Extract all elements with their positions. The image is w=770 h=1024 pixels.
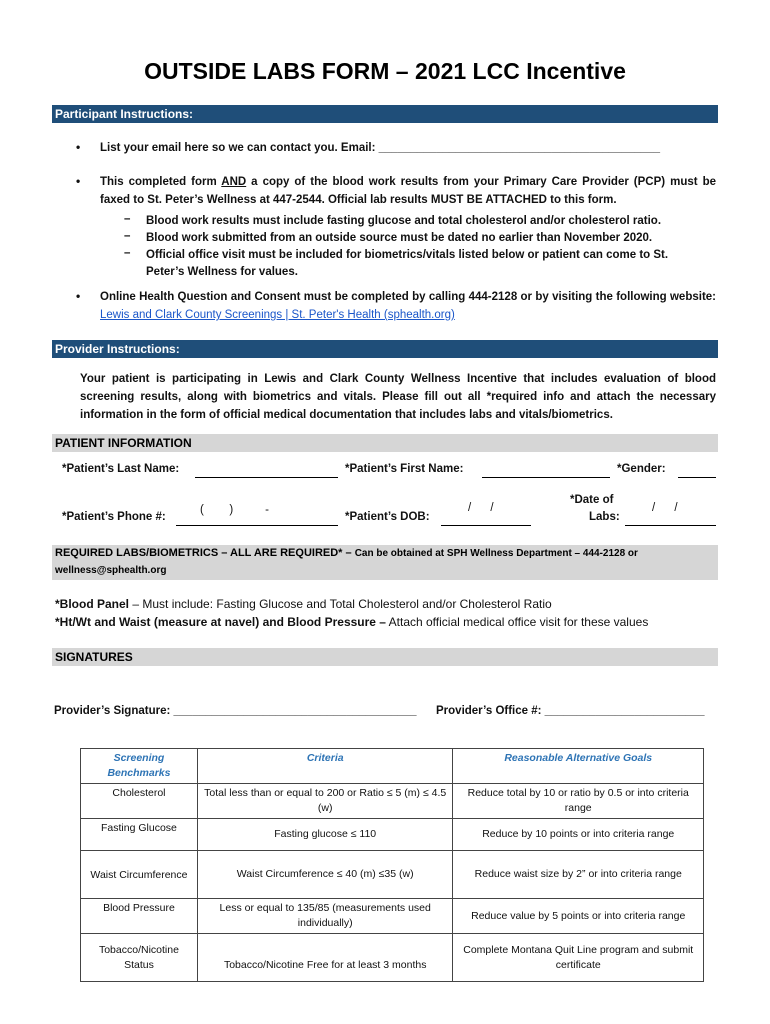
gender-field[interactable] <box>678 477 716 478</box>
goal-cell: Reduce by 10 points or into criteria range <box>453 819 704 851</box>
criteria-cell: Tobacco/Nicotine Free for at least 3 months <box>197 934 453 982</box>
blood-panel-requirement <box>55 596 720 613</box>
first-name-field[interactable] <box>482 477 610 478</box>
htwt-requirement <box>55 614 720 631</box>
dob-field[interactable] <box>441 525 531 526</box>
table-row <box>81 934 704 982</box>
goal-cell: Reduce value by 5 points or into criteria range <box>453 899 704 934</box>
online-consent-instruction <box>100 288 716 324</box>
phone-label: *Patient’s Phone #: <box>62 511 166 523</box>
dob-label: *Patient’s DOB: <box>345 511 430 523</box>
phone-mask: ( ) - <box>200 504 269 516</box>
required-labs-header <box>52 545 718 580</box>
goal-cell: Complete Montana Quit Line program and submit certificate <box>453 934 704 982</box>
fax-instruction-rest: a copy of the blood work results from your Primary Care Provider (PCP) must be faxed to St. Peter’s Wellness at 447-2544. Official lab results MUST BE ATTACHED to this form. <box>100 176 716 206</box>
table-row <box>81 851 704 899</box>
email-instruction[interactable]: List your email here so we can contact you. Email: ____________________________________________ <box>100 142 661 154</box>
goal-cell: Reduce waist size by 2” or into criteria range <box>453 851 704 899</box>
provider-signature-field[interactable]: Provider’s Signature: ______________________________________ <box>54 705 417 717</box>
goal-cell: Reduce total by 10 or ratio by 0.5 or into criteria range <box>453 784 704 819</box>
provider-instructions-header: Provider Instructions: <box>52 340 718 358</box>
blood-panel-label: *Blood Panel <box>55 597 130 611</box>
benchmark-cell: Tobacco/Nicotine Status <box>81 934 198 982</box>
blood-panel-text: – Must include: Fasting Glucose and Total Cholesterol and/or Cholesterol Ratio <box>129 597 552 611</box>
screening-benchmarks-table <box>80 748 704 982</box>
header-alternative-goals: Reasonable Alternative Goals <box>453 749 704 784</box>
bullet-icon: • <box>76 140 81 154</box>
criteria-cell: Less or equal to 135/85 (measurements used individually) <box>197 899 453 934</box>
benchmark-cell: Waist Circumference <box>81 851 198 899</box>
header-screening-benchmarks: Screening Benchmarks <box>81 749 198 784</box>
criteria-cell: Total less than or equal to 200 or Ratio ≤ 5 (m) ≤ 4.5 (w) <box>197 784 453 819</box>
last-name-label: *Patient’s Last Name: <box>62 463 180 475</box>
htwt-text: Attach official medical office visit for these values <box>385 615 649 629</box>
labs-label: Labs: <box>589 511 620 523</box>
gender-label: *Gender: <box>617 463 666 475</box>
benchmark-cell: Cholesterol <box>81 784 198 819</box>
online-consent-text: Online Health Question and Consent must be completed by calling 444-2128 or by visiting the following website: <box>100 291 716 303</box>
criteria-cell: Fasting glucose ≤ 110 <box>197 819 453 851</box>
provider-instructions-text: Your patient is participating in Lewis and Clark County Wellness Incentive that includes evaluation of blood screening results, along with biometrics and vitals. Please fill out all *required info and attach the necessary information in the form of official medical documentation that includes labs and vitals/biometrics. <box>80 373 716 421</box>
bullet-icon: • <box>76 174 81 188</box>
benchmark-cell: Fasting Glucose <box>81 819 198 851</box>
dash-icon: – <box>124 213 131 225</box>
patient-information-header: PATIENT INFORMATION <box>52 434 718 452</box>
dash-icon: – <box>124 230 131 242</box>
participant-instructions-header: Participant Instructions: <box>52 105 718 123</box>
fax-instruction <box>100 173 716 209</box>
screenings-link[interactable]: Lewis and Clark County Screenings | St. Peter's Health (sphealth.org) <box>100 309 455 321</box>
htwt-label: *Ht/Wt and Waist (measure at navel) and Blood Pressure – <box>55 615 386 629</box>
sub-instruction-1: Blood work results must include fasting glucose and total cholesterol and/or cholesterol ratio. <box>146 215 662 227</box>
sub-instruction-2: Blood work submitted from an outside source must be dated no earlier than November 2020. <box>146 232 653 244</box>
fax-instruction-start: This completed form <box>100 176 222 188</box>
required-labs-contact: Can be obtained at SPH Wellness Department – 444-2128 or wellness@sphealth.org <box>55 548 638 576</box>
table-header-row <box>81 749 704 784</box>
dash-icon: – <box>124 247 131 259</box>
labs-date-mask: / / <box>652 502 678 514</box>
bullet-icon: • <box>76 289 81 303</box>
table-row <box>81 899 704 934</box>
first-name-label: *Patient’s First Name: <box>345 463 464 475</box>
last-name-field[interactable] <box>195 477 338 478</box>
sub-instruction-3: Official office visit must be included for biometrics/vitals listed below or patient can come to St. Peter’s Wellness for values. <box>146 249 669 278</box>
table-row <box>81 784 704 819</box>
date-of-labs-field[interactable] <box>625 525 716 526</box>
provider-office-field[interactable]: Provider’s Office #: _________________________ <box>436 705 705 717</box>
benchmark-cell: Blood Pressure <box>81 899 198 934</box>
and-emphasis: AND <box>221 176 247 188</box>
dob-mask: / / <box>468 502 494 514</box>
signatures-header: SIGNATURES <box>52 648 718 666</box>
table-row <box>81 819 704 851</box>
required-labs-title: REQUIRED LABS/BIOMETRICS – ALL ARE REQUIRED* – <box>55 547 355 559</box>
header-criteria: Criteria <box>197 749 453 784</box>
criteria-cell: Waist Circumference ≤ 40 (m) ≤35 (w) <box>197 851 453 899</box>
date-of-labs-label: *Date of <box>570 494 614 506</box>
page-title: OUTSIDE LABS FORM – 2021 LCC Incentive <box>144 58 626 84</box>
phone-field[interactable] <box>176 525 338 526</box>
